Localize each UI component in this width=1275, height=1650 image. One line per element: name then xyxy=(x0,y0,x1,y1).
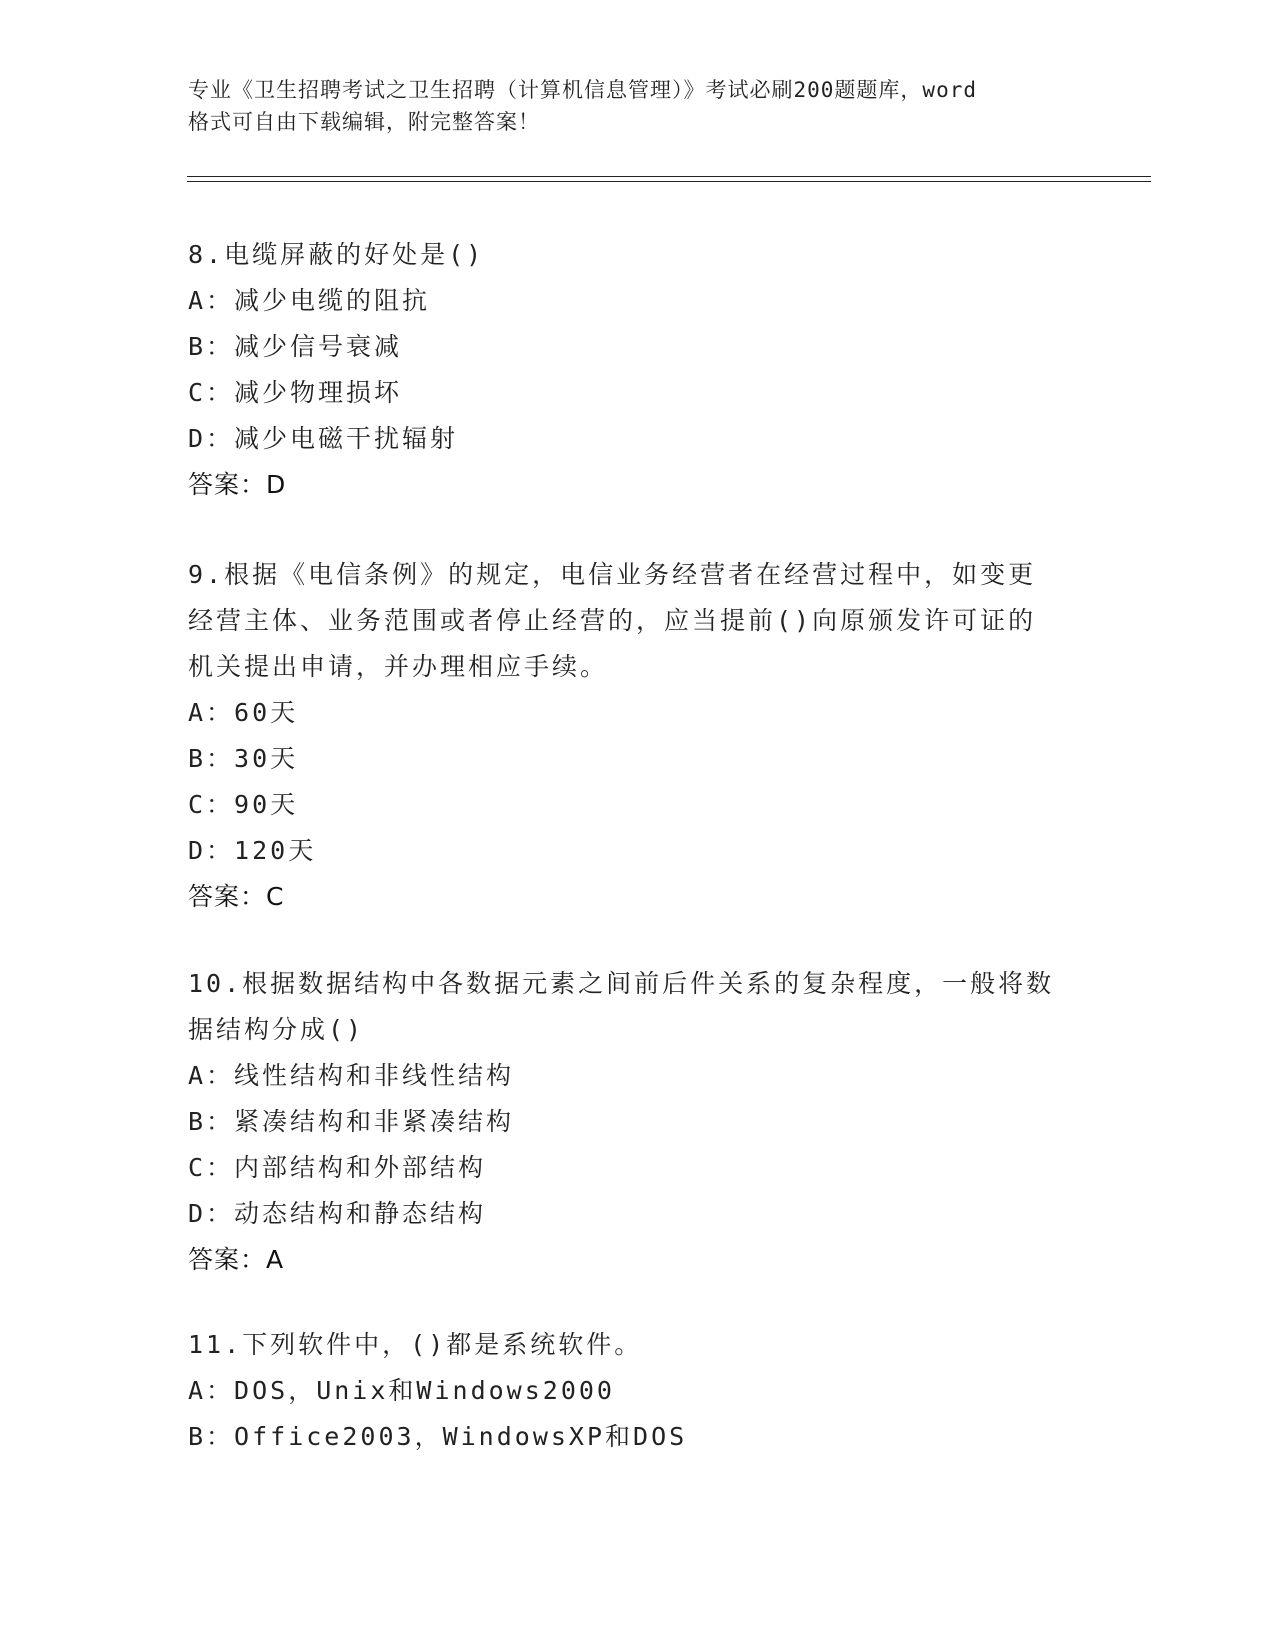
question-9 xyxy=(188,552,1068,920)
question-9-text-line-3: 机关提出申请，并办理相应手续。 xyxy=(188,652,609,681)
question-10-option-b: B：紧凑结构和非紧凑结构 xyxy=(188,1107,515,1136)
question-8-text: 8.电缆屏蔽的好处是() xyxy=(188,240,485,269)
question-9-option-a: A：60天 xyxy=(188,698,299,727)
header-divider-top xyxy=(187,176,1151,177)
question-10-option-d: D：动态结构和静态结构 xyxy=(188,1199,487,1228)
header-divider-bottom xyxy=(187,181,1151,182)
question-9-text-line-2: 经营主体、业务范围或者停止经营的，应当提前()向原颁发许可证的 xyxy=(188,606,1037,635)
question-11 xyxy=(188,1322,1068,1460)
question-8-option-a: A：减少电缆的阻抗 xyxy=(188,286,431,315)
question-8-option-b: B：减少信号衰减 xyxy=(188,332,403,361)
question-8-answer: 答案：D xyxy=(188,470,287,499)
question-10 xyxy=(188,961,1068,1283)
document-header xyxy=(188,74,1088,138)
header-title-line-2: 格式可自由下载编辑，附完整答案！ xyxy=(188,110,540,134)
question-8 xyxy=(188,232,1068,508)
question-11-text: 11.下列软件中，()都是系统软件。 xyxy=(188,1330,643,1359)
question-10-text-line-1: 10.根据数据结构中各数据元素之间前后件关系的复杂程度，一般将数 xyxy=(188,969,1055,998)
question-10-answer: 答案：A xyxy=(188,1245,285,1274)
header-title-line-1: 专业《卫生招聘考试之卫生招聘（计算机信息管理）》考试必刷200题题库，word xyxy=(188,78,977,102)
question-10-option-a: A：线性结构和非线性结构 xyxy=(188,1061,515,1090)
question-11-option-b: B：Office2003，WindowsXP和DOS xyxy=(188,1422,688,1451)
question-9-text-line-1: 9.根据《电信条例》的规定，电信业务经营者在经营过程中，如变更 xyxy=(188,560,1037,589)
question-8-option-d: D：减少电磁干扰辐射 xyxy=(188,424,459,453)
question-9-option-c: C：90天 xyxy=(188,790,299,819)
question-11-option-a: A：DOS，Unix和Windows2000 xyxy=(188,1376,615,1405)
question-9-option-d: D：120天 xyxy=(188,836,317,865)
question-10-option-c: C：内部结构和外部结构 xyxy=(188,1153,487,1182)
question-9-answer: 答案：C xyxy=(188,882,285,911)
question-9-option-b: B：30天 xyxy=(188,744,299,773)
question-10-text-line-2: 据结构分成() xyxy=(188,1015,365,1044)
question-8-option-c: C：减少物理损坏 xyxy=(188,378,403,407)
